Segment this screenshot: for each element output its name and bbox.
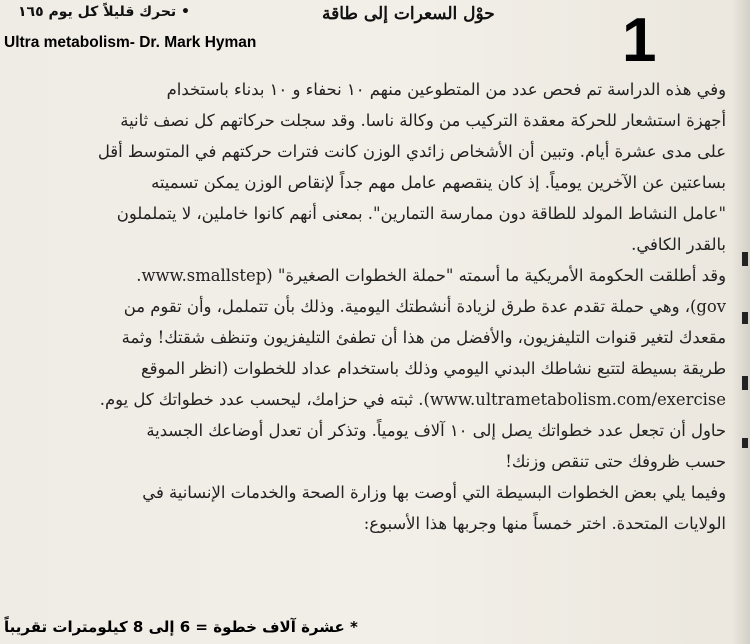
section-title: حوْل السعرات إلى طاقة — [322, 4, 495, 24]
text-line: وفيما يلي بعض الخطوات البسيطة التي أوصت بها وزارة الصحة والخدمات الإنسانية في — [142, 483, 726, 502]
margin-mark — [742, 438, 748, 448]
text-line: طريقة بسيطة لتتبع نشاطك البدني اليومي وذلك باستخدام عداد للخطوات (انظر الموقع — [140, 359, 726, 378]
text-line: مقعدك لتغير قنوات التليفزيون، والأفضل من هذا أن تطفئ التليفزيون وتنظف شقتك! وثمة — [121, 328, 726, 347]
overlay-number: 1 — [622, 6, 657, 75]
text-line: وفي هذه الدراسة تم فحص عدد من المتطوعين منهم ١٠ نحفاء و ١٠ بدناء باستخدام — [166, 80, 726, 99]
source-caption: Ultra metabolism- Dr. Mark Hyman — [4, 34, 257, 51]
text-line: "عامل النشاط المولد للطاقة دون ممارسة التمارين". بمعنى أنهم كانوا خاملين، لا يتململون — [116, 204, 726, 223]
text-line: gov)، وهي حملة تقدم عدة طرق لزيادة أنشطتك اليومية. وذلك بأن تتململ، وأن تقوم من — [123, 297, 726, 316]
margin-mark — [742, 312, 748, 324]
running-header: • تحرك قليلاً كل يوم ١٦٥ — [18, 4, 191, 20]
text-line: وقد أطلقت الحكومة الأمريكية ما أسمته "حملة الخطوات الصغيرة" (www.smallstep. — [136, 266, 726, 285]
text-line: حاول أن تجعل عدد خطواتك يصل إلى ١٠ آلاف يومياً. وتذكر أن تعدل أوضاعك الجسدية — [146, 421, 726, 440]
footnote: * عشرة آلاف خطوة = 6 إلى 8 كيلومترات تقريباً — [4, 618, 358, 636]
text-line: حسب ظروفك حتى تنقص وزنك! — [505, 452, 726, 471]
text-line: بساعتين عن الآخرين يومياً. إذ كان ينقصهم عامل مهم جداً لإنقاص الوزن يمكن تسميته — [151, 173, 726, 192]
text-line: على مدى عشرة أيام. وتبين أن الأشخاص زائدي الوزن كانت فترات حركتهم في المتوسط أقل — [97, 142, 726, 161]
text-line: الولايات المتحدة. اختر خمساً منها وجربها هذا الأسبوع: — [363, 514, 726, 533]
body-text — [4, 74, 726, 539]
text-line: بالقدر الكافي. — [631, 235, 726, 254]
margin-mark — [742, 252, 748, 266]
text-line: www.ultrametabolism.com/exercise). ثبته في حزامك، ليحسب عدد خطواتك كل يوم. — [99, 390, 726, 409]
text-line: أجهزة استشعار للحركة معقدة التركيب من وكالة ناسا. وقد سجلت حركاتهم كل نصف ثانية — [120, 111, 726, 130]
margin-mark — [742, 376, 748, 390]
